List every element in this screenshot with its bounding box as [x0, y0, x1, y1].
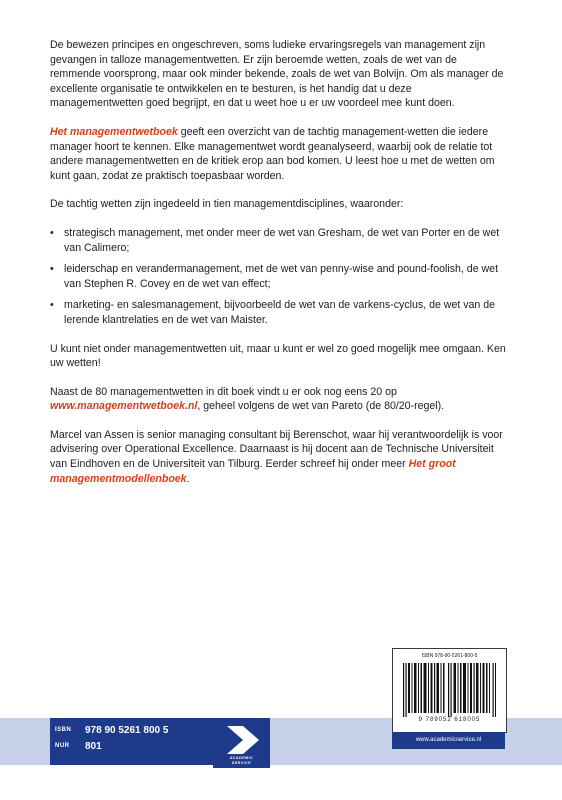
book-description-paragraph	[50, 125, 506, 183]
disciplines-list	[50, 226, 506, 328]
bullet-icon: •	[50, 263, 54, 276]
disciplines-intro: De tachtig wetten zijn ingedeeld in tien managementdisciplines, waaronder:	[50, 198, 404, 211]
book-description-text: geeft een overzicht van de tachtig management-wetten die iedere manager hoort te kennen. Elke managementwet wordt geanalyseerd, waarbij ook de relatie tot andere managementwetten en de kritiek erop aan bod komen. U leest hoe u met de wetten om kunt gaan, zodat ze praktisch toepasbaar worden.	[50, 125, 495, 182]
list-item: • strategisch management, met onder meer de wet van Gresham, de wet van Porter en de wet van Calimero;	[50, 226, 500, 254]
publisher-logo	[213, 718, 270, 768]
list-item: • marketing- en salesmanagement, bijvoorbeeld de wet van de varkens-cyclus, de wet van de lerende klantrelaties en de wet van Maister.	[50, 299, 496, 326]
nur-value: 801	[85, 741, 102, 752]
bullet-icon: •	[50, 299, 54, 312]
author-paragraph: Marcel van Assen is senior managing consultant bij Berenschot, waar hij verantwoordelijk is voor advisering over Operational Excellence. Daarnaast is hij docent aan de Technische Universiteit van Eindhoven en de Universiteit van Tilburg. Eerder schreef hij onder meer Het groot managementmodellenboek.	[50, 428, 503, 485]
other-book-title: Het groot managementmodellenboek	[50, 458, 456, 485]
chevron-right-icon	[223, 726, 260, 754]
isbn-value: 978 90 5261 800 5	[85, 725, 169, 736]
publisher-url: www.academicservice.nl	[392, 732, 505, 749]
intro-paragraph: De bewezen principes en ongeschreven, soms ludieke ervaringsregels van management zijn gevangen in talloze managementwetten. Er zijn beroemde wetten, zoals de wet van de remmende voorsprong, maar ook minder bekende, zoals de wet van Bolvijn. Om als manager de excellente organisatie te ontwikkelen en te besturen, is het handig dat u deze managementwetten goed begrijpt, en dat u weet hoe u er uw voordeel mee kunt doen.	[50, 39, 504, 110]
back-cover-text	[50, 38, 506, 500]
list-item: • leiderschap en verandermanagement, met de wet van penny-wise and pound-foolish, de wet van Stephen R. Covey en de wet van effect;	[50, 263, 499, 290]
closing-paragraph: U kunt niet onder managementwetten uit, maar u kunt er wel zo goed mogelijk mee omgaan. Ken uw wetten!	[50, 342, 506, 370]
logo-wordmark: ACADEMIC SERVICE	[229, 756, 254, 765]
book-title: Het managementwetboek	[50, 125, 178, 138]
barcode-number: 9 789052 618005	[418, 717, 481, 723]
bullet-icon: •	[50, 226, 54, 239]
barcode-icon	[403, 663, 496, 717]
isbn-label: ISBN	[55, 727, 72, 733]
website-link[interactable]: www.managementwetboek.nl	[50, 400, 198, 413]
barcode-isbn: ISBN 978-90-5261-800-5	[421, 653, 478, 659]
website-paragraph: Naast de 80 managementwetten in dit boek vindt u er ook nog eens 20 op www.managementwetboek.nl, geheel volgens de wet van Pareto (de 80/20-regel).	[50, 385, 445, 413]
nur-label: NUR	[55, 743, 70, 749]
barcode-box	[392, 648, 507, 733]
isbn-box	[50, 718, 213, 765]
